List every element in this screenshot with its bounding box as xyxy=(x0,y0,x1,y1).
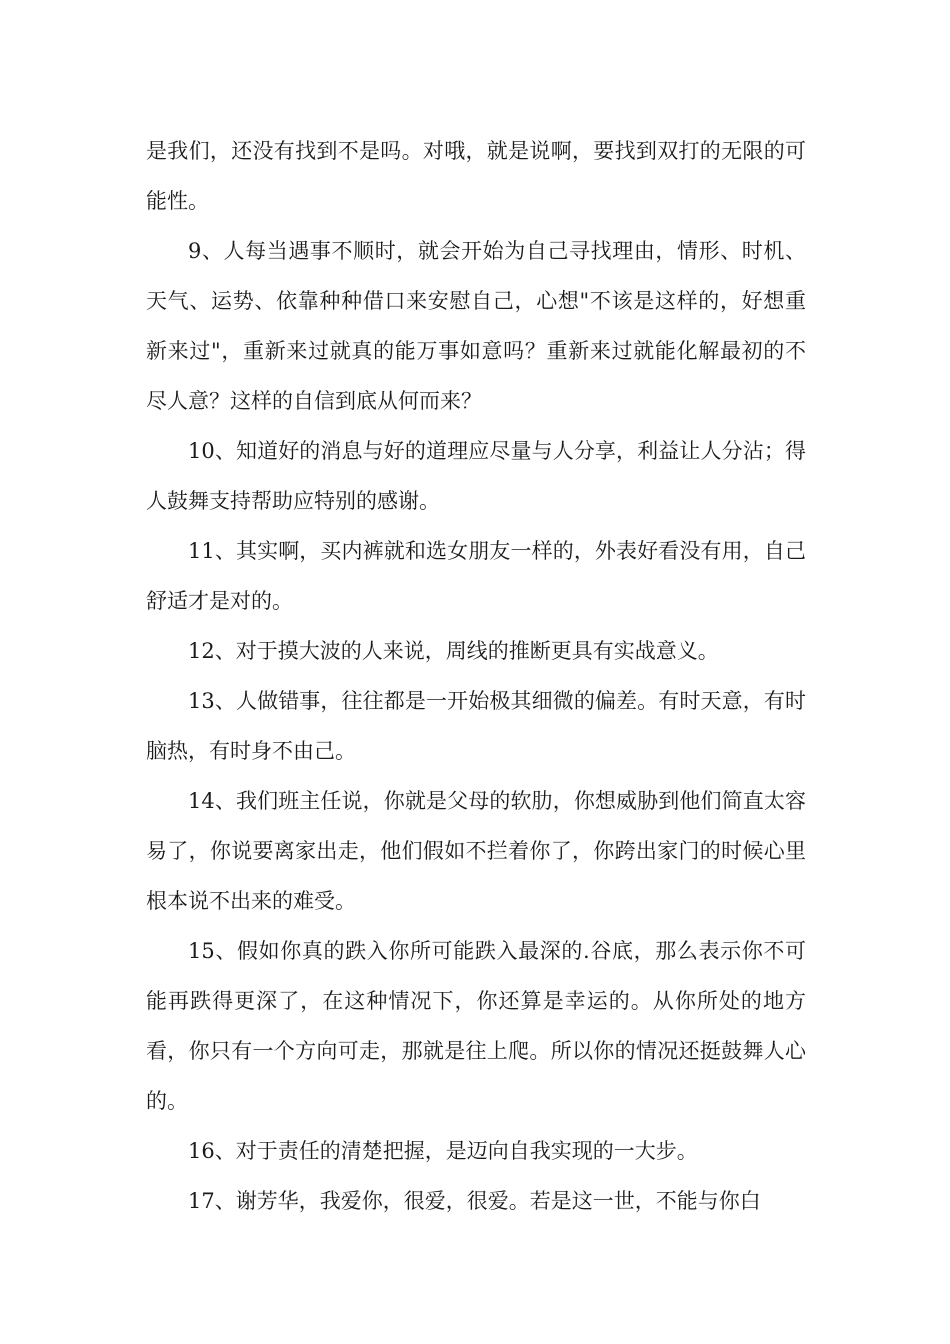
paragraph-item-13: 13、人做错事，往往都是一开始极其细微的偏差。有时天意，有时脑热，有时身不由己。 xyxy=(146,689,806,763)
paragraph-item-14: 14、我们班主任说，你就是父母的软肋，你想威胁到他们简直太容易了，你说要离家出走，他们假如不拦着你了，你跨出家门的时候心里根本说不出来的难受。 xyxy=(146,789,806,913)
document-body xyxy=(146,126,806,1226)
paragraph-item-15: 15、假如你真的跌入你所可能跌入最深的.谷底，那么表示你不可能再跌得更深了，在这种情况下，你还算是幸运的。从你所处的地方看，你只有一个方向可走，那就是往上爬。所以你的情况还挺鼓舞人心的。 xyxy=(146,939,806,1113)
paragraph-item-10: 10、知道好的消息与好的道理应尽量与人分享，利益让人分沾；得人鼓舞支持帮助应特别的感谢。 xyxy=(146,439,806,513)
paragraph-item-16: 16、对于责任的清楚把握，是迈向自我实现的一大步。 xyxy=(188,1139,698,1163)
paragraph-item-17: 17、谢芳华，我爱你，很爱，很爱。若是这一世，不能与你白 xyxy=(188,1189,761,1213)
paragraph-item-9: 9、人每当遇事不顺时，就会开始为自己寻找理由，情形、时机、天气、运势、依靠种种借口来安慰自己，心想"不该是这样的，好想重新来过"，重新来过就真的能万事如意吗？重新来过就能化解最初的不尽人意？这样的自信到底从何而来？ xyxy=(146,239,806,413)
paragraph-continuation: 是我们，还没有找到不是吗。对哦，就是说啊，要找到双打的无限的可能性。 xyxy=(146,139,806,213)
paragraph-item-11: 11、其实啊，买内裤就和选女朋友一样的，外表好看没有用，自己舒适才是对的。 xyxy=(146,539,806,613)
paragraph-item-12: 12、对于摸大波的人来说，周线的推断更具有实战意义。 xyxy=(188,639,719,663)
